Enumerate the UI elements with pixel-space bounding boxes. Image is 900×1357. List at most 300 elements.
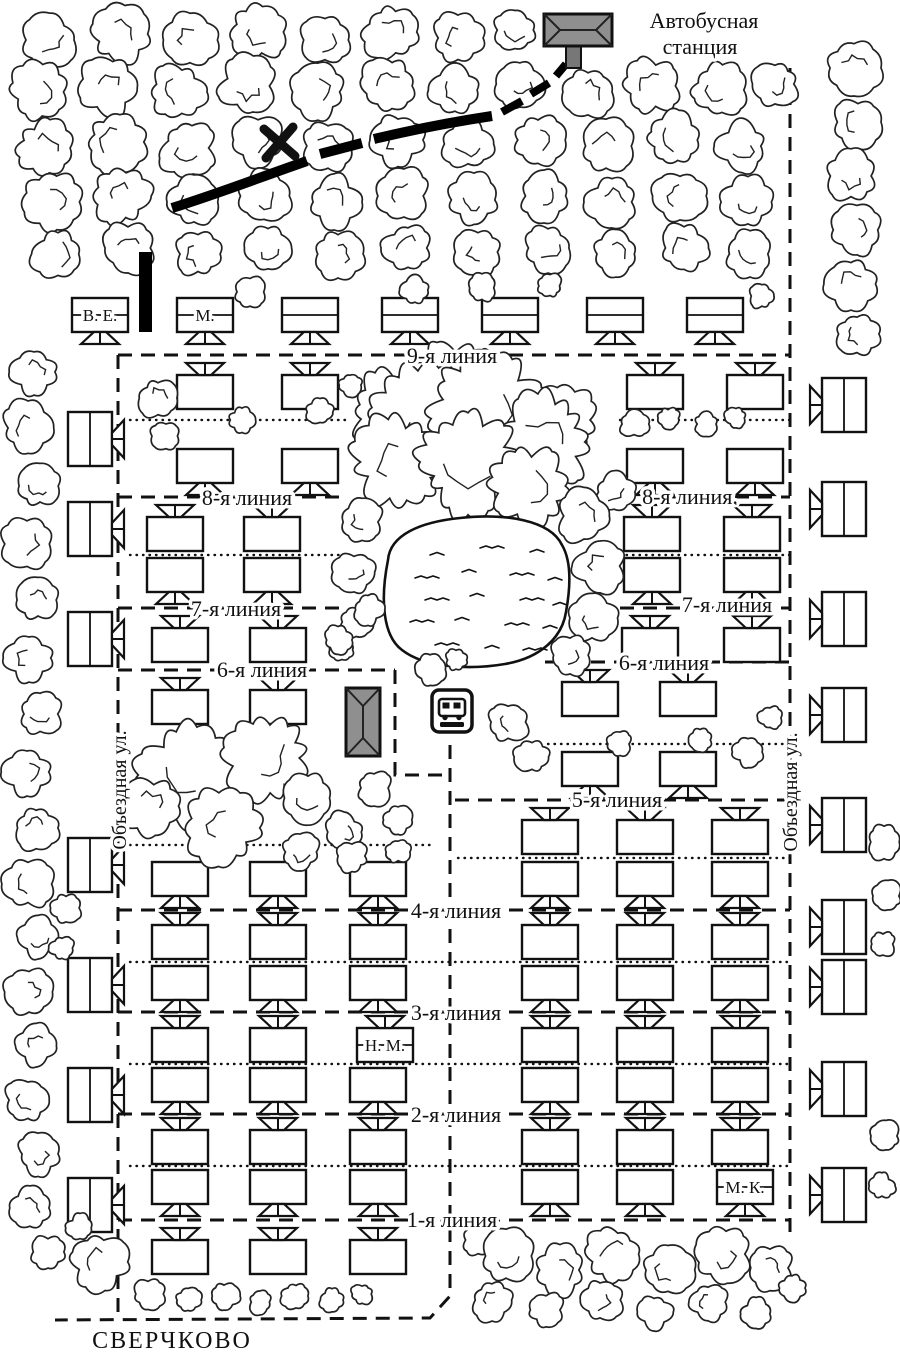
house [152,966,208,1012]
tree [827,148,874,201]
house [382,298,438,344]
house-body [617,925,673,959]
street-label-line1: 1-я линия [406,1207,498,1232]
house [617,1170,673,1216]
tree [16,809,60,852]
house-label-ve: В. Е. [82,306,118,325]
house [152,1016,208,1062]
house-body [250,1068,306,1102]
tree [354,594,385,626]
house [250,1068,306,1114]
tree [583,177,635,228]
house [617,808,673,854]
tree [583,117,633,171]
house-body [244,517,300,551]
tree [434,12,485,63]
tree [29,230,79,278]
house-body [617,1170,673,1204]
tree [690,61,746,115]
house [810,482,866,536]
house [810,1062,866,1116]
tree [1,860,54,908]
bus-station-stem [566,44,581,68]
tree [835,100,883,150]
tree [831,204,880,257]
tree [454,230,500,276]
road-end-bar [139,252,152,332]
house [522,913,578,959]
tree [513,741,550,771]
house [617,913,673,959]
street-label-line8-left: 8-я линия [201,485,293,510]
house [244,505,300,551]
house [250,616,306,662]
house-body [660,682,716,716]
tree [300,17,350,63]
tree [720,174,774,225]
house [617,1068,673,1114]
tree [529,1293,563,1328]
tree [551,635,590,676]
house-body [522,820,578,854]
tree [828,41,884,96]
street-label-line6-right: 6-я линия [618,650,710,675]
house [810,592,866,646]
tree [651,174,707,222]
house-body [244,558,300,592]
tree [78,57,138,118]
tree [521,169,567,223]
house-body [152,1240,208,1274]
tree [694,1227,750,1285]
house [712,1118,768,1164]
tree [688,728,711,752]
house-body [724,628,780,662]
tree [385,840,411,863]
tree [663,223,710,272]
house [727,363,783,409]
house-body [177,449,233,483]
street-label-line6-left: 6-я линия [216,657,308,682]
house-body [177,375,233,409]
tree [212,1283,241,1310]
street-label-line5: 5-я линия [571,787,663,812]
tree [823,260,877,311]
house [712,862,768,908]
house-body [627,375,683,409]
house [350,1118,406,1164]
house-body [152,925,208,959]
street-label-line9: 9-я линия [406,343,498,368]
tree [93,168,154,226]
house-body [522,862,578,896]
tree [538,273,562,296]
village-name: СВЕРЧКОВО [92,1328,252,1354]
house-body [712,966,768,1000]
tree [695,411,717,437]
tree [623,56,680,114]
tree [658,408,680,430]
house [724,505,780,551]
pond-water [384,516,569,667]
house-body [522,1130,578,1164]
house-body [350,1068,406,1102]
tree [724,408,745,429]
house [177,363,233,409]
house [350,1170,406,1216]
tree [339,375,362,398]
house [522,1016,578,1062]
tree [15,1023,57,1068]
bus-wheel [442,715,447,720]
house [152,913,208,959]
house [660,752,716,798]
house [522,808,578,854]
tree [427,63,478,113]
tree [229,407,256,434]
tree [580,1281,623,1320]
tree [536,1243,582,1298]
tree [176,1287,202,1311]
house [250,1118,306,1164]
house [147,505,203,551]
utility-building [346,688,380,756]
tree [3,636,53,683]
tree [1,518,52,570]
house-mk [717,1170,773,1216]
tree [217,52,275,113]
house-body [350,966,406,1000]
house-body [152,1130,208,1164]
tree [526,225,571,274]
tree [244,226,292,269]
tree [483,1227,533,1281]
tree [9,351,57,396]
house-body [152,862,208,896]
house-body [350,1240,406,1274]
house [627,363,683,409]
house-nm [357,1016,413,1062]
tree [594,229,635,277]
house-body [617,966,673,1000]
street-label-line2: 2-я линия [410,1102,502,1127]
tree [869,824,900,860]
street-label-line3: 3-я линия [410,1000,502,1025]
street-label-line8-right: 8-я линия. [642,484,738,509]
house-body [350,1130,406,1164]
street-label-line7-left: 7-я линия [190,596,282,621]
house-ve [72,298,128,344]
house-body [522,1068,578,1102]
tree [872,880,900,910]
tree [230,3,286,60]
tree [647,108,699,163]
house-body [660,752,716,786]
house [250,1228,306,1274]
tree [185,788,263,868]
house [68,958,124,1012]
house [810,900,866,954]
tree [351,1285,372,1305]
house [624,558,680,604]
house [68,502,124,556]
house-body [250,1130,306,1164]
house [152,862,208,908]
bus-stop-sign-icon [432,690,472,732]
house [282,298,338,344]
tree [637,1296,674,1331]
house [522,1118,578,1164]
ring-road-label-left: Объездная ул. [109,730,131,850]
house [712,808,768,854]
tree [689,1285,728,1323]
house-body [152,1028,208,1062]
tree [21,692,61,735]
tree [283,832,320,871]
tree [311,173,363,231]
house [687,298,743,344]
tree [50,894,81,923]
house [152,678,208,724]
house [152,1068,208,1114]
house-m [177,298,233,344]
house-body [712,820,768,854]
house [482,298,538,344]
house-body [152,628,208,662]
ring-road-label-right: Объездная ул. [780,732,802,852]
tree [870,1120,899,1150]
house [152,616,208,662]
house [522,1068,578,1114]
street-label-line7-right: 7-я линия [681,592,773,617]
house-body [152,1170,208,1204]
house-body [250,925,306,959]
house-body [562,682,618,716]
tree [9,59,67,121]
house-body [624,517,680,551]
house-body [727,449,783,483]
tree [585,1227,640,1284]
house [587,298,643,344]
tree [9,1185,50,1227]
house [617,1016,673,1062]
tree [469,273,495,302]
house-body [250,966,306,1000]
house-body [350,1170,406,1204]
house-body [250,1170,306,1204]
house-body [147,517,203,551]
house [282,363,338,409]
house-body [712,1028,768,1062]
tree [15,118,73,176]
tree [319,1288,344,1313]
house [562,670,618,716]
house [810,378,866,432]
house [617,1118,673,1164]
tree [473,1282,513,1323]
tree [150,423,179,450]
house [68,412,124,466]
tree [70,1236,130,1294]
tree [726,229,770,278]
house [617,862,673,908]
house-label-nm: Н. М. [364,1036,406,1055]
tree [360,58,414,111]
tree [163,11,219,65]
bus-station-label-line2: станция [662,34,738,59]
house [68,1068,124,1122]
tree [380,225,430,269]
tree [732,738,764,768]
pond-grove-trees [348,342,596,528]
tree [176,232,222,276]
house [250,1016,306,1062]
house-body [624,558,680,592]
tree [383,806,413,835]
bus-stop-bar [440,722,464,727]
house [624,505,680,551]
tree [869,1172,896,1198]
house [712,966,768,1012]
house [350,1068,406,1114]
tree [489,704,529,741]
tree [89,114,148,177]
tree [16,577,58,619]
house-body [617,1028,673,1062]
tree [283,773,330,825]
tree [235,276,265,307]
house-label-m: М. [195,306,215,325]
house-body [147,558,203,592]
house [350,1228,406,1274]
tree [152,64,209,118]
house-body [727,375,783,409]
house [152,1228,208,1274]
house [250,913,306,959]
house [522,1170,578,1216]
tree [342,498,382,542]
house-body [152,1068,208,1102]
house [522,862,578,908]
tree [332,554,376,594]
house [712,913,768,959]
tree [22,173,83,233]
house-body [617,820,673,854]
bus-window [443,703,450,709]
house-body [562,752,618,786]
tree [837,315,881,355]
house-body [522,1028,578,1062]
house [68,612,124,666]
tree [714,118,764,174]
bus-wheel [456,715,461,720]
tree [138,380,177,417]
tree [757,706,782,729]
house [810,798,866,852]
bus-station-building [544,14,612,68]
house [250,966,306,1012]
road-dash [556,64,566,76]
house [152,1118,208,1164]
house [617,966,673,1012]
house-body [282,449,338,483]
house [724,616,780,662]
tree [562,70,614,118]
house-body [627,449,683,483]
house-body [712,1130,768,1164]
tree [316,231,365,280]
house-body [617,1068,673,1102]
tree [280,1284,308,1310]
house-body [250,1028,306,1062]
house [250,1170,306,1216]
house-body [617,1130,673,1164]
tree [250,1290,271,1315]
tree [31,1236,65,1270]
house-body [712,862,768,896]
tree [644,1245,696,1294]
house [152,1170,208,1216]
house-body [350,925,406,959]
house [810,688,866,742]
house-body [250,1240,306,1274]
tree [569,593,619,641]
tree [3,399,54,454]
house [712,1068,768,1114]
house [350,913,406,959]
tree [376,167,428,220]
tree [290,62,344,121]
house-body [712,925,768,959]
tree [515,115,567,166]
house-body [712,1068,768,1102]
pond [384,516,569,667]
house-body [522,966,578,1000]
tree [620,409,650,436]
tree [18,1132,60,1177]
tree [5,1080,49,1121]
house [522,966,578,1012]
house-body [522,925,578,959]
house [350,966,406,1012]
tree [871,932,895,956]
tree [740,1297,770,1329]
house [712,1016,768,1062]
house-body [152,690,208,724]
tree [1,750,51,797]
house-body [152,966,208,1000]
house-body [724,517,780,551]
tree [571,541,624,595]
tree [3,968,53,1015]
house-body [522,1170,578,1204]
tree [159,123,215,177]
tree [494,10,535,50]
tree [18,463,60,505]
house [810,960,866,1014]
house-body [724,558,780,592]
tree [361,6,419,60]
tree [750,284,774,309]
house [660,670,716,716]
tree [448,172,497,226]
tree [134,1279,165,1310]
bus-station-label-line1: Автобусная [649,8,759,33]
bus-window [454,703,461,709]
tree [90,3,150,65]
street-label-line4: 4-я линия [410,898,502,923]
house [810,1168,866,1222]
